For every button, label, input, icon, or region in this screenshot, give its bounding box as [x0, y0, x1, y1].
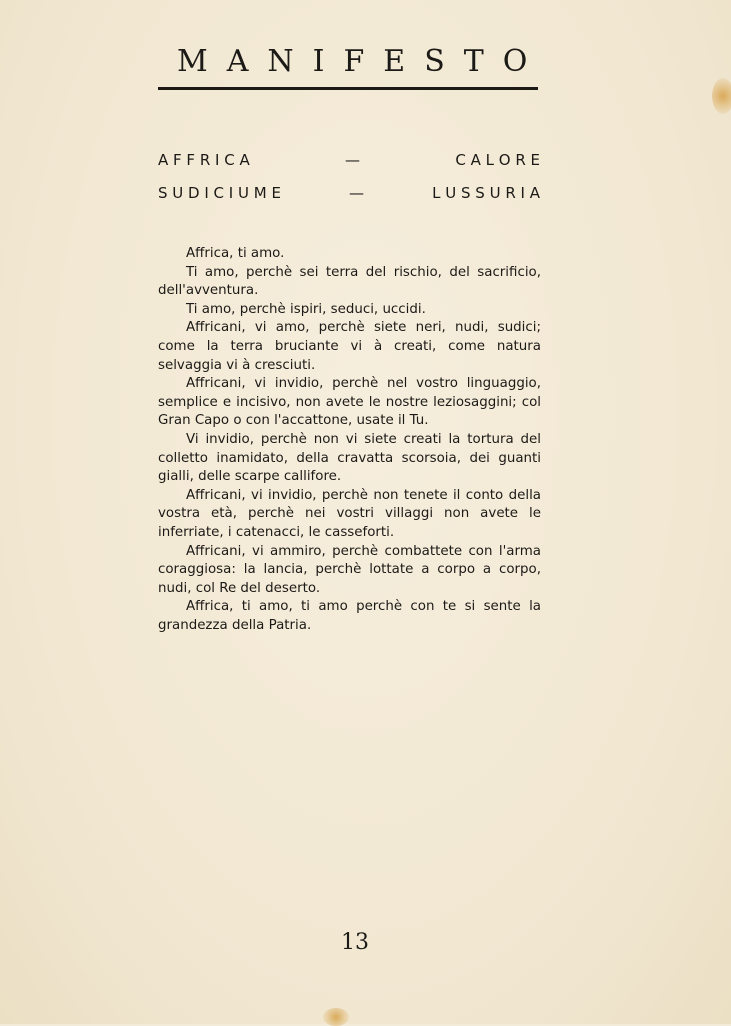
- paragraph: Affricani, vi ammiro, perchè combattete con l'arma coraggiosa: la lancia, perchè lottate a corpo a corpo, nudi, col Re del deserto.: [158, 543, 541, 596]
- subheading-word: C A L O R E: [455, 151, 540, 169]
- paragraph: Affricani, vi invidio, perchè nel vostro linguaggio, semplice e incisivo, non avete le nostre leziosaggini; col Gran Capo o con l'accattone, usate il Tu.: [158, 376, 541, 429]
- paragraph: Affrica, ti amo, ti amo perchè con te si sente la grandezza della Patria.: [158, 599, 541, 633]
- paragraph: Affricani, vi invidio, perchè non tenete il conto della vostra età, perchè nei vostri villaggi non avete le inferriate, i catenacci, le casseforti.: [158, 487, 541, 540]
- subheading-word: S U D I C I U M E: [158, 184, 281, 202]
- subheading-word: A F F R I C A: [158, 151, 250, 169]
- page-number: 13: [341, 930, 369, 955]
- subheading-line-1: [158, 150, 540, 170]
- manifesto-body: [158, 245, 541, 635]
- title-underline: [158, 87, 538, 90]
- subheading-dash: —: [349, 184, 365, 202]
- subheading-word: L U S S U R I A: [432, 184, 540, 202]
- paragraph: Ti amo, perchè sei terra del rischio, del sacrificio, dell'avventura.: [158, 264, 541, 299]
- paragraph: Affricani, vi amo, perchè siete neri, nudi, sudici; come la terra bruciante vi à creati, come natura selvaggia vi à cresciuti.: [158, 320, 541, 373]
- paper-stain: [712, 78, 731, 114]
- paragraph: Affrica, ti amo.: [186, 246, 285, 261]
- paper-stain: [323, 1008, 349, 1026]
- subheading-line-2: [158, 183, 540, 203]
- paragraph: Vi invidio, perchè non vi siete creati la tortura del colletto inamidato, della cravatta scorsoia, dei guanti gialli, delle scarpe callifore.: [158, 431, 541, 485]
- subheading-dash: —: [345, 151, 361, 169]
- page-title: MANIFESTO: [177, 44, 547, 79]
- paragraph: Ti amo, perchè ispiri, seduci, uccidi.: [186, 301, 426, 317]
